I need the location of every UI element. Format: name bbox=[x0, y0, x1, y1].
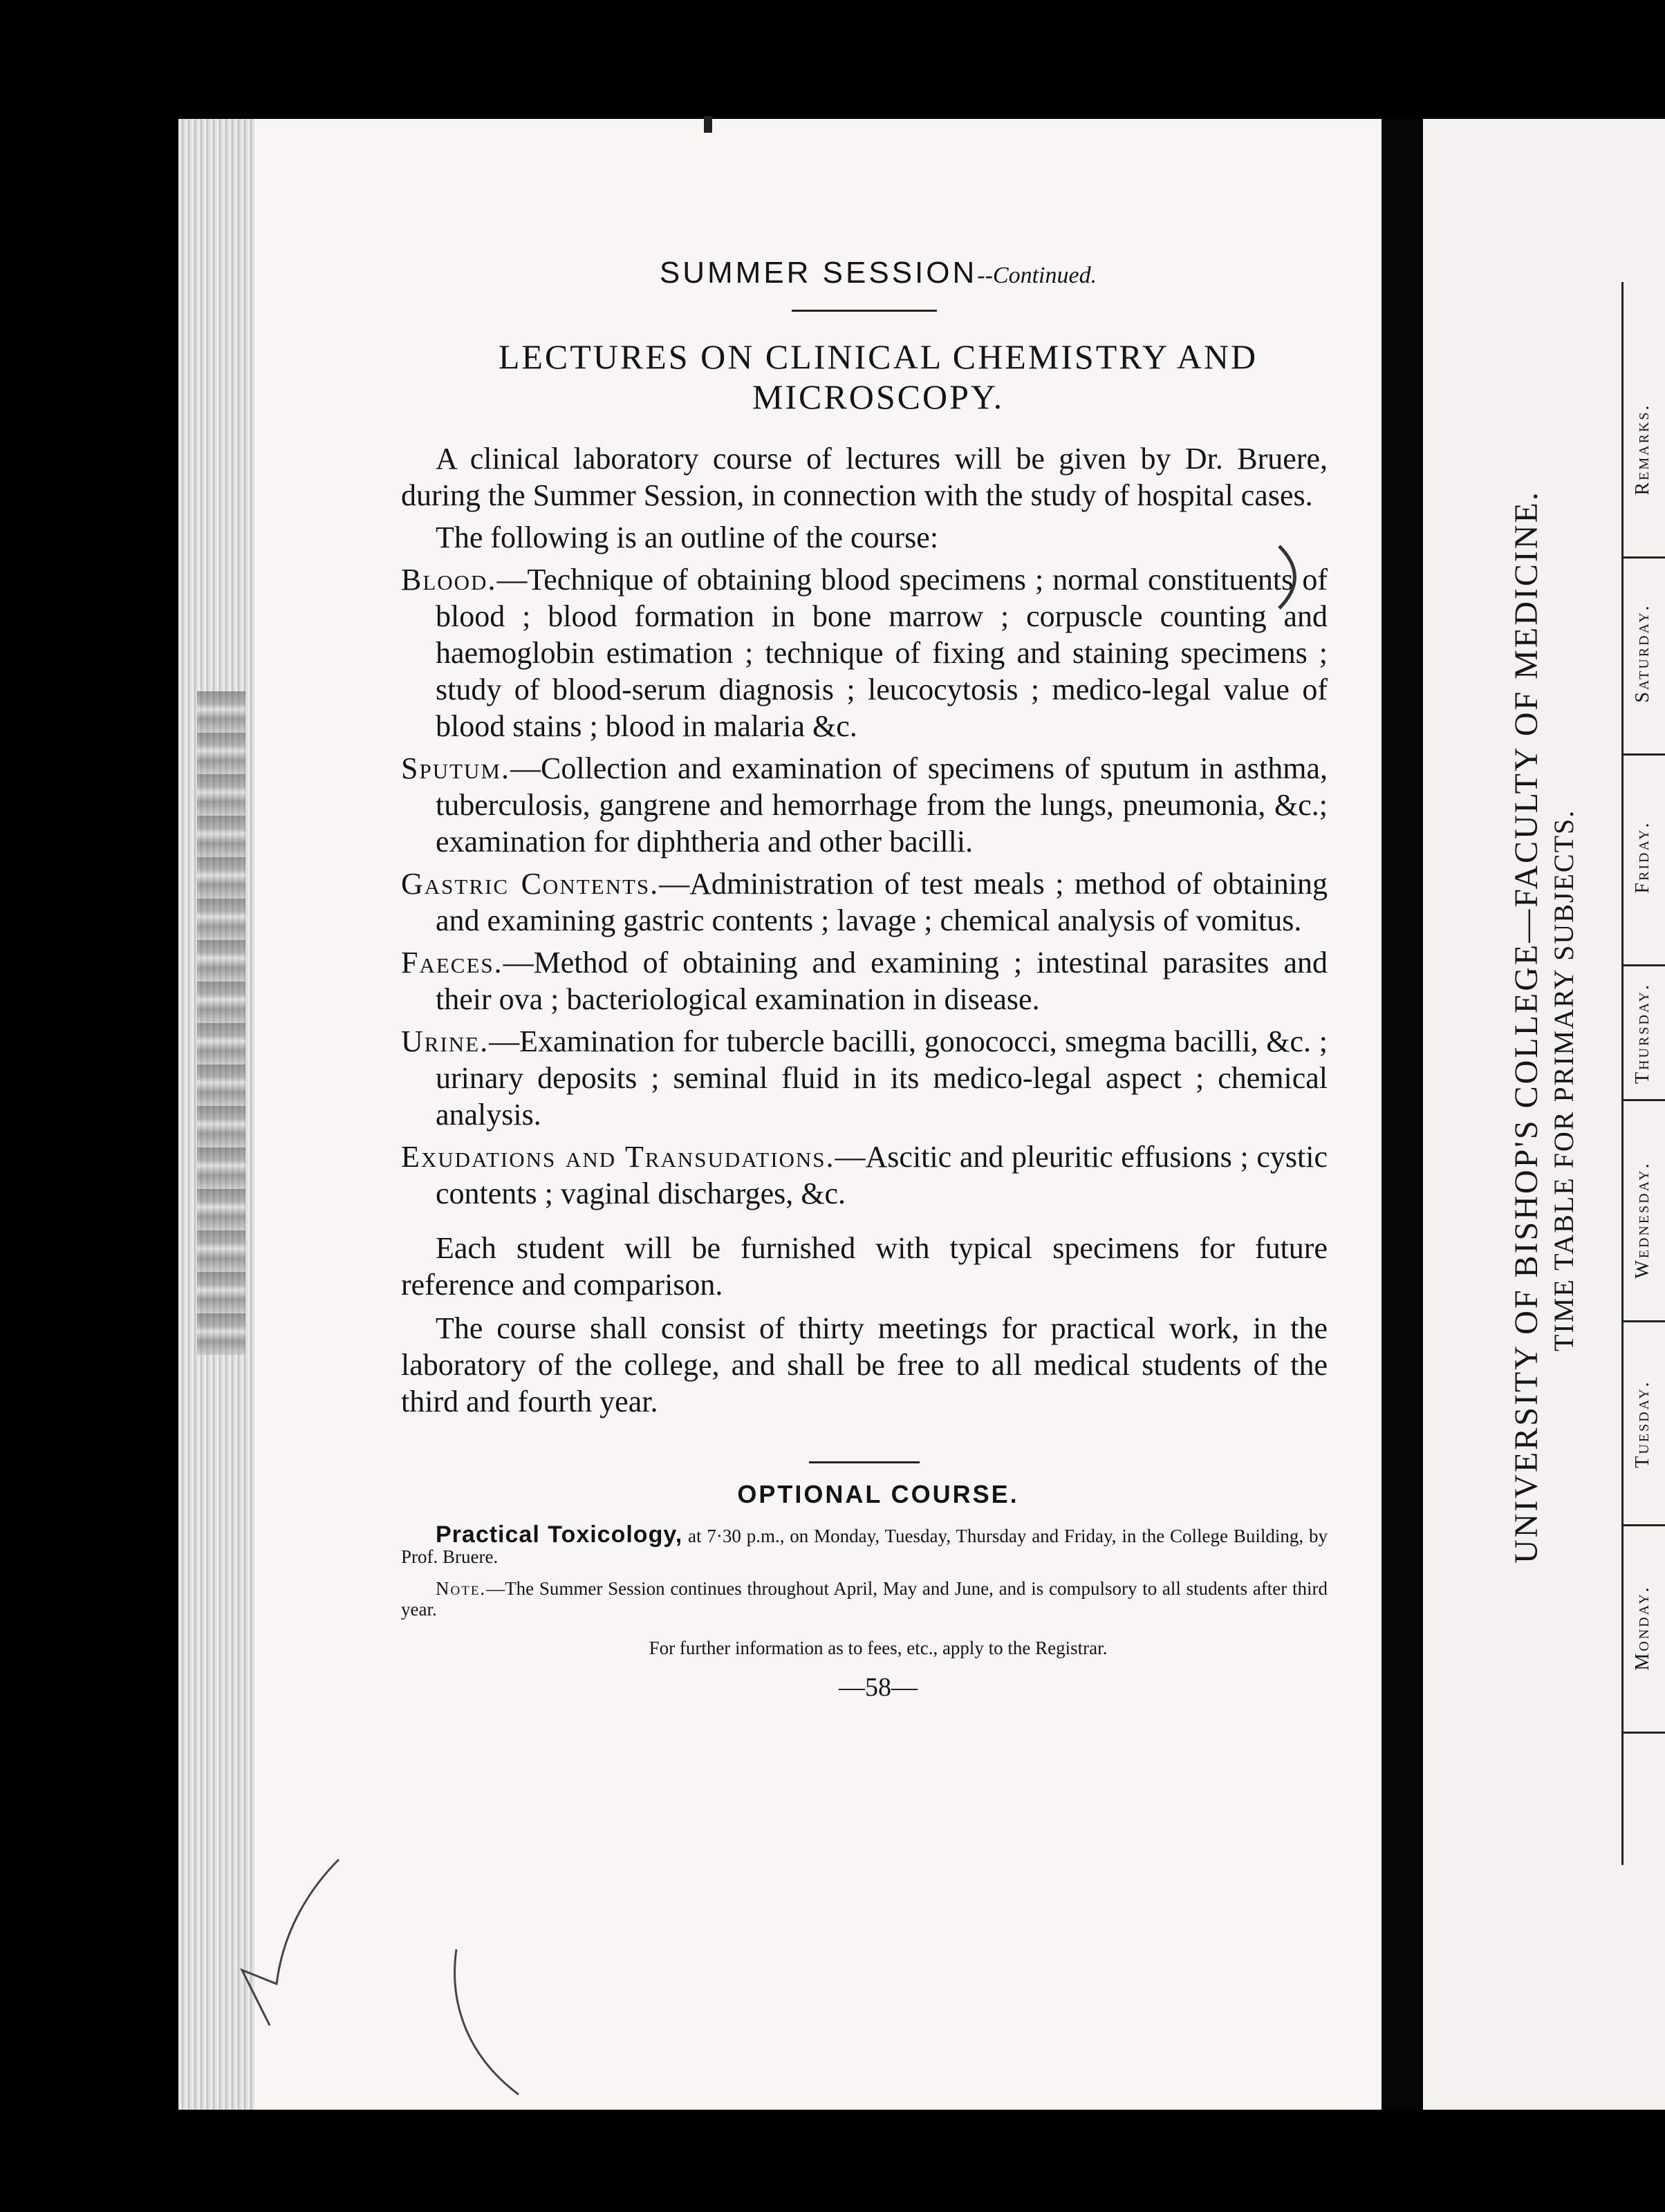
item-sputum bbox=[401, 750, 1328, 860]
lecture-title bbox=[429, 337, 1328, 417]
item-heading: Exudations and Transudations. bbox=[401, 1140, 835, 1174]
item-text: —Collection and examination of specimens of sputum in asthma, tuberculosis, gangrene and hemorrhage from the lungs, pneumonia, &c.; examination for diphtheria and other bacilli. bbox=[436, 751, 1328, 859]
toxicology-paragraph bbox=[401, 1521, 1328, 1567]
item-gastric-contents bbox=[401, 865, 1328, 939]
item-faeces bbox=[401, 944, 1328, 1018]
book-gutter bbox=[1382, 119, 1423, 2110]
row-separator bbox=[1621, 556, 1665, 559]
row-separator bbox=[1621, 753, 1665, 756]
day-thursday: Thursday. bbox=[1632, 983, 1653, 1084]
item-heading: Sputum. bbox=[401, 751, 510, 785]
note-text: —The Summer Session continues throughout April, May and June, and is compulsory to all students after third year. bbox=[401, 1578, 1328, 1620]
item-text: —Technique of obtaining blood specimens ; normal constituents of blood ; blood formation in bone marrow ; corpuscle counting and haemoglobin estimation ; technique of fixing and staining specimens ; study of blood-serum diagnosis ; leucocytosis ; medico-legal value of blood stains ; blood in malaria &c. bbox=[436, 563, 1328, 743]
toxicology-title: Practical Toxicology, bbox=[436, 1521, 683, 1548]
intro-paragraph: A clinical laboratory course of lectures will be given by Dr. Bruere, during the Summer Session, in connection with the study of hospital cases. bbox=[401, 442, 1328, 512]
table-column-line bbox=[1621, 282, 1624, 1865]
session-heading-suffix: --Continued. bbox=[977, 263, 1097, 288]
session-heading-text: SUMMER SESSION bbox=[659, 256, 978, 290]
lecture-title-line2: MICROSCOPY. bbox=[752, 377, 1005, 416]
pencil-bracket-icon bbox=[1272, 539, 1314, 615]
item-text: —Administration of test meals ; method of obtaining and examining gastric contents ; lavage ; chemical analysis of vomitus. bbox=[436, 867, 1328, 937]
toxicology-text: at 7·30 p.m., on Monday, Tuesday, Thursday and Friday, in the College Building, by Prof. Bruere. bbox=[401, 1526, 1328, 1567]
page-number: —58— bbox=[839, 1673, 918, 1702]
day-wednesday: Wednesday. bbox=[1632, 1161, 1653, 1279]
lecture-title-line1: LECTURES ON CLINICAL CHEMISTRY AND bbox=[498, 337, 1258, 376]
heading-rule bbox=[792, 310, 937, 312]
note-label: Note. bbox=[436, 1578, 487, 1599]
row-separator bbox=[1621, 1320, 1665, 1322]
ink-blot-icon bbox=[698, 111, 719, 138]
item-urine bbox=[401, 1023, 1328, 1133]
optional-course-heading: OPTIONAL COURSE. bbox=[737, 1480, 1019, 1508]
item-heading: Blood. bbox=[401, 563, 497, 597]
row-separator bbox=[1621, 1732, 1665, 1734]
item-text: —Ascitic and pleuritic effusions ; cystic contents ; vaginal discharges, &c. bbox=[436, 1140, 1328, 1210]
item-text: —Method of obtaining and examining ; intestinal parasites and their ova ; bacteriological examination in disease. bbox=[436, 946, 1328, 1016]
day-saturday: Saturday. bbox=[1632, 603, 1653, 703]
note-paragraph bbox=[401, 1578, 1328, 1620]
item-heading: Urine. bbox=[401, 1024, 490, 1058]
day-monday: Monday. bbox=[1632, 1585, 1653, 1671]
university-title: UNIVERSITY OF BISHOP'S COLLEGE—FACULTY OF MEDICINE. bbox=[1508, 490, 1545, 1564]
optional-rule bbox=[809, 1461, 920, 1463]
day-friday: Friday. bbox=[1632, 821, 1653, 894]
timetable-title: TIME TABLE FOR PRIMARY SUBJECTS. bbox=[1548, 809, 1579, 1351]
session-heading bbox=[429, 256, 1328, 290]
day-remarks: Remarks. bbox=[1632, 403, 1653, 496]
item-heading: Gastric Contents. bbox=[401, 867, 660, 901]
item-text: —Examination for tubercle bacilli, gonococci, smegma bacilli, &c. ; urinary deposits ; seminal fluid in its medico-legal aspect ; chemical analysis. bbox=[436, 1024, 1328, 1132]
specimens-paragraph: Each student will be furnished with typical specimens for future reference and comparison. bbox=[401, 1231, 1328, 1302]
left-page-content bbox=[401, 256, 1328, 1703]
pencil-mark-icon bbox=[228, 1846, 553, 2136]
course-paragraph: The course shall consist of thirty meetings for practical work, in the laboratory of the college, and shall be free to all medical students of the third and fourth year. bbox=[401, 1311, 1328, 1418]
outline-intro: The following is an outline of the course: bbox=[436, 521, 939, 554]
day-tuesday: Tuesday. bbox=[1632, 1380, 1653, 1468]
item-exudations bbox=[401, 1138, 1328, 1212]
library-stamp-mark bbox=[197, 691, 245, 1355]
further-information: For further information as to fees, etc., apply to the Registrar. bbox=[649, 1638, 1108, 1658]
row-separator bbox=[1621, 1524, 1665, 1526]
item-blood bbox=[401, 561, 1328, 744]
item-heading: Faeces. bbox=[401, 946, 503, 980]
